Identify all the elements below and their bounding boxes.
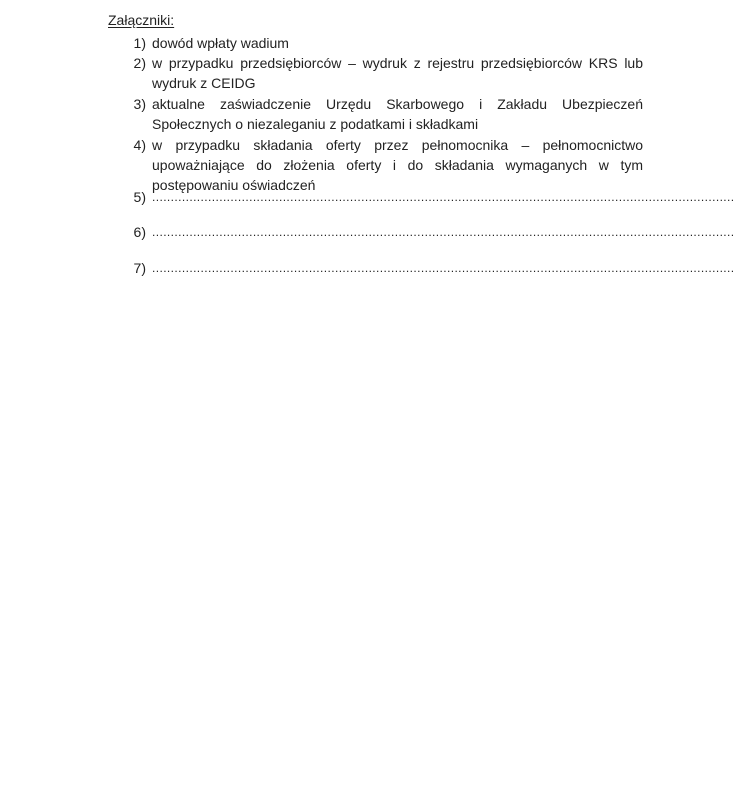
blank-line: ............................................................................................................................................................ — [152, 190, 735, 204]
item-number: 7) — [133, 260, 146, 276]
item-text: aktualne zaświadczenie Urzędu Skarbowego i Zakładu Ubezpieczeń Społecznych o niezaleganiu z podatkami i składkami — [152, 96, 643, 132]
item-number: 5) — [133, 189, 146, 205]
item-text: dowód wpłaty wadium — [152, 35, 289, 51]
blank-line: ............................................................................................................................................................ — [152, 261, 735, 275]
item-number: 1) — [133, 35, 146, 51]
item-number: 6) — [133, 224, 146, 240]
item-number: 4) — [133, 137, 146, 153]
item-text: w przypadku przedsiębiorców – wydruk z rejestru przedsiębiorców KRS lub wydruk z CEIDG — [152, 55, 643, 91]
item-number: 3) — [133, 96, 146, 112]
blank-line: ............................................................................................................................................................ — [152, 225, 735, 239]
item-number: 2) — [133, 55, 146, 71]
attachments-heading: Załączniki: — [108, 12, 175, 28]
item-text: w przypadku składania oferty przez pełnomocnika – pełnomocnictwo upoważniające do złożenia oferty i do składania wymaganych w tym postępowaniu oświadczeń — [152, 137, 643, 193]
